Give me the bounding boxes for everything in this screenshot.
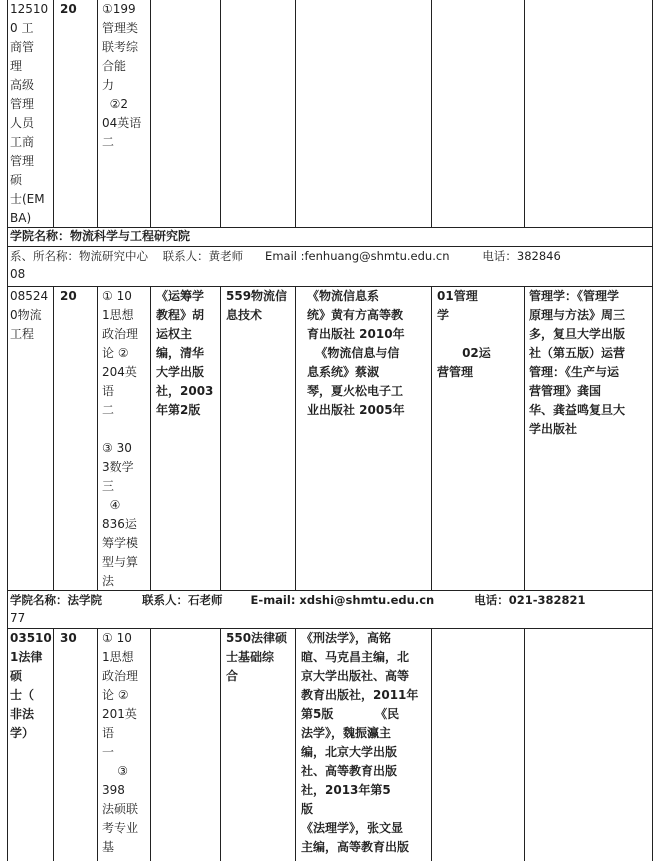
cell-line [102,420,150,439]
cell-line: 550法律硕 [226,631,288,645]
cell-line: 工程 [10,327,35,341]
research-direction-cell [437,287,523,382]
cell-line: ④ [102,498,121,512]
cell-line: 12510 [10,2,49,16]
cell-line: 《刑法学》，高铭 [301,631,392,645]
cell-line: 合能 [102,59,127,73]
cell-line: 第5版 《民 [301,707,400,721]
cell-line: 03510 [10,631,52,645]
program-code-cell [10,287,52,344]
cell-line: 政治理 [102,669,139,683]
cell-line: 非法 [10,707,35,721]
cell-line: 1思想 [102,308,134,322]
column-divider [524,628,525,861]
cell-line: 559物流信 [226,289,288,303]
enrollment-count: 30 [60,631,77,645]
college-contact-line-cont: 77 [10,611,26,625]
cell-line: 社（第五版）运营 [529,346,626,360]
cell-line: 管理学：《管理学 [529,289,620,303]
cell-line: ①199 [102,2,136,16]
cell-line: 编，北京大学出版 [301,745,398,759]
column-divider [431,286,432,590]
cell-line: 暄、马克昌主编，北 [301,650,410,664]
cell-line: 二 [102,135,115,149]
column-divider [97,286,98,590]
enrollment-count: 20 [60,289,77,303]
cell-line: 01管理 [437,289,478,303]
column-divider [53,0,54,227]
cell-line: 398 [102,783,125,797]
column-divider [150,286,151,590]
cell-line: 大学出版 [156,365,205,379]
cell-line: 08524 [10,289,49,303]
cell-line: BA) [10,211,32,225]
cell-line: 士(EM [10,192,45,206]
column-divider [524,0,525,227]
cell-line: 社，2003 [156,384,214,398]
column-divider [220,286,221,590]
cell-line: 高级 [10,78,35,92]
cell-line: ③ 30 [102,441,132,455]
cell-line: 育出版社 2010年 [307,327,405,341]
college-title: 学院名称：物流科学与工程研究院 [10,229,191,243]
cell-line: 社，2013年第5 [301,783,391,797]
cell-line: ① 10 [102,289,132,303]
cell-line: 基 [102,840,115,854]
cell-line: 息系统》蔡淑 [307,365,380,379]
cell-line: 管理 [10,154,35,168]
column-divider [295,628,296,861]
cell-line: 工商 [10,135,35,149]
cell-line: 1法律 [10,650,43,664]
column-divider [295,0,296,227]
department-contact-line-cont: 08 [10,267,26,281]
cell-line: 一 [102,745,115,759]
retest-subject-cell [226,629,294,686]
cell-line: 法学》，魏振瀛主 [301,726,392,740]
column-divider [220,628,221,861]
cell-line: 836运 [102,517,137,531]
cell-line: 《法理学》，张文显 [301,821,404,835]
cell-line: 联考综 [102,40,139,54]
cell-line: 政治理 [102,327,139,341]
notes-cell [529,287,651,439]
program-code-cell [10,629,52,743]
column-divider [220,0,221,227]
cell-line: 硕 [10,669,23,683]
cell-line: 士（ [10,688,35,702]
cell-line: 3数学 [102,460,134,474]
cell-line: 营管理 [437,365,474,379]
cell-line: 管理 [10,97,35,111]
cell-line: 硕 [10,173,23,187]
cell-line: 0 工 [10,21,34,35]
cell-line: 统》黄有方高等教 [307,308,404,322]
cell-line: 华、龚益鸣复旦大 [529,403,626,417]
cell-line: 型与算 [102,555,139,569]
college-contact-line: 学院名称：法学院 联系人：石老师 E-mail: xdshi@shmtu.edu.cn 电话：021-382821 [10,593,586,607]
cell-line: 管理类 [102,21,139,35]
column-divider [53,286,54,590]
cell-line: 商管 [10,40,35,54]
cell-line: 合 [226,669,239,683]
cell-line: 学 [437,308,450,322]
column-divider [97,0,98,227]
exam-subjects-cell [102,287,150,591]
cell-line: 法 [102,574,115,588]
retest-subject-cell [226,287,294,325]
cell-line: 二 [102,403,115,417]
cell-line: 运权主 [156,327,193,341]
cell-line: 年第2版 [156,403,201,417]
cell-line: 教育出版社，2011年 [301,688,419,702]
cell-line: 02运 [437,346,491,360]
cell-line: 教程》胡 [156,308,205,322]
column-divider [431,628,432,861]
cell-line: 版 [301,802,314,816]
cell-line: 学） [10,726,35,740]
cell-line: 力 [102,78,115,92]
column-divider [431,0,432,227]
cell-line: 0物流 [10,308,42,322]
exam-subjects-cell [102,629,150,857]
program-code-cell [10,0,52,228]
cell-line: 《运筹学 [156,289,205,303]
cell-line: 1思想 [102,650,134,664]
cell-line: 论 ② [102,688,129,702]
admissions-table [7,0,653,861]
cell-line: 业出版社 2005年 [307,403,405,417]
column-divider [295,286,296,590]
cell-line: 原理与方法》周三 [529,308,626,322]
exam-subjects-cell [102,0,150,152]
cell-line: 管理：《生产与运 [529,365,620,379]
table-border [7,0,8,861]
cell-line: 理 [10,59,23,73]
cell-line: ②2 [102,97,129,111]
cell-line: 士基础综 [226,650,275,664]
cell-line: 人员 [10,116,35,130]
cell-line: ③ [102,764,129,778]
cell-line: 04英语 [102,116,142,130]
cell-line: 204英 [102,365,137,379]
cell-line [437,325,523,344]
cell-line: 多，复旦大学出版 [529,327,626,341]
cell-line: ① 10 [102,631,132,645]
column-divider [150,628,151,861]
cell-line: 学出版社 [529,422,578,436]
column-divider [97,628,98,861]
cell-line: 息技术 [226,308,263,322]
cell-line: 《物流信息与信 [307,346,400,360]
cell-line: 201英 [102,707,137,721]
cell-line: 考专业 [102,821,139,835]
reference-book-cell [156,287,220,420]
retest-books-cell [307,287,431,420]
cell-line: 社、高等教育出版 [301,764,398,778]
cell-line: 语 [102,726,115,740]
column-divider [524,286,525,590]
column-divider [53,628,54,861]
cell-line: 营管理》龚国 [529,384,602,398]
cell-line: 论 ② [102,346,129,360]
cell-line: 《物流信息系 [307,289,380,303]
cell-line: 琴，夏火松电子工 [307,384,404,398]
department-contact-line: 系、所名称：物流研究中心 联系人：黄老师 Email :fenhuang@shmtu.edu.cn 电话：382846 [10,249,561,263]
retest-books-cell [301,629,431,857]
cell-line: 法硕联 [102,802,139,816]
cell-line: 筹学模 [102,536,139,550]
cell-line: 京大学出版社、高等 [301,669,410,683]
cell-line: 主编，高等教育出版 [301,840,410,854]
column-divider [150,0,151,227]
table-border [652,0,653,861]
cell-line: 语 [102,384,115,398]
cell-line: 编，清华 [156,346,205,360]
enrollment-count: 20 [60,2,77,16]
cell-line: 三 [102,479,115,493]
